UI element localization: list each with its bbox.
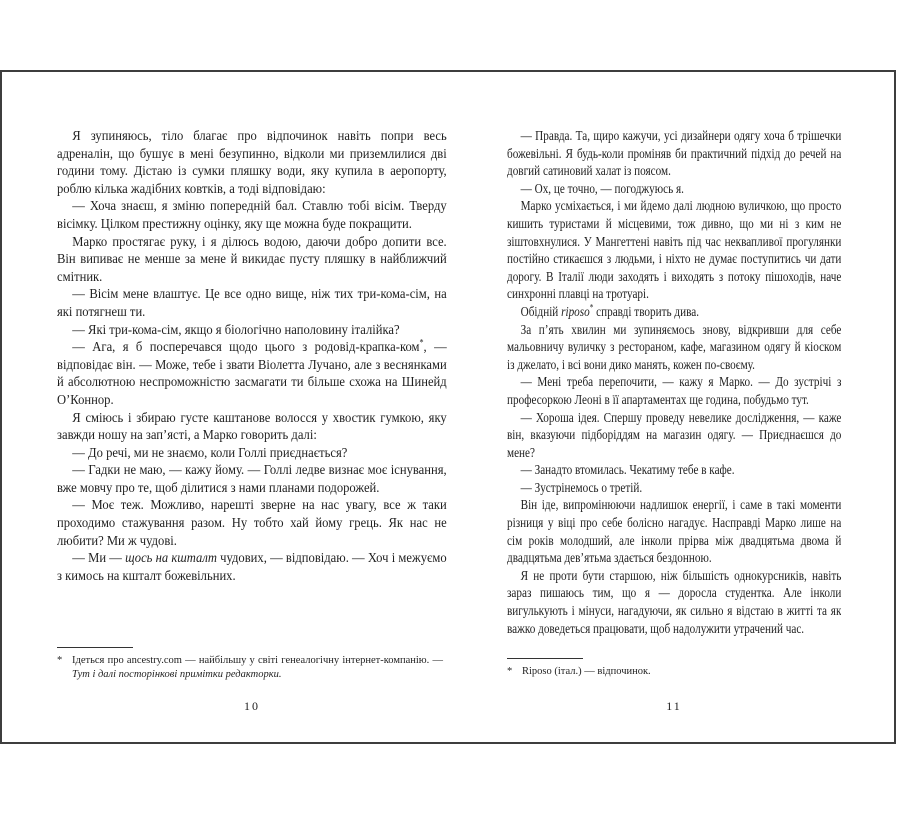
text-run: — Зустрінемось о третій. (520, 480, 643, 496)
text-run: Я зупиняюсь, тіло благає про відпочинок навіть попри весь адреналін, що бушує в мені безупинно, відколи ми приземлилися дві години тому. Дістаю із сумки пляшку води, яку купила в аеропорту, роблю кілька жадібних ковтків, а тоді відповідаю: (57, 129, 447, 197)
paragraph (507, 374, 841, 409)
right-page-text (507, 128, 841, 638)
text-run: — Ага, я б посперечався щодо цього з родовід-крапка-ком (72, 340, 420, 356)
text-run: — Які три-кома-сім, якщо я біологічно наполовину італійка? (72, 322, 400, 338)
paragraph (57, 410, 447, 445)
text-run: Я сміюсь і збираю густе каштанове волосся у хвостик гумкою, яку завжди ношу на зап’ясті, а Марко говорить далі: (57, 410, 447, 444)
paragraph (507, 410, 841, 463)
paragraph (507, 568, 841, 638)
text-run: — До речі, ми не знаємо, коли Голлі приєднається? (72, 445, 348, 461)
italic-text: Тут і далі посторінкові примітки редакторки. (72, 668, 282, 680)
paragraph (507, 497, 841, 567)
text-run: справді творить дива. (593, 304, 699, 320)
right-page (507, 128, 841, 656)
footnote-text (522, 665, 841, 679)
footnote-reference: * (419, 337, 424, 348)
paragraph (57, 462, 447, 497)
text-run: — Мені треба перепочити, — кажу я Марко. — До зустрічі з професоркою Леоні в її апартаментах ще година, побудьмо тут. (507, 375, 841, 408)
italic-text: щось на кшталт (125, 551, 217, 567)
paragraph (57, 322, 447, 340)
paragraph (57, 286, 447, 321)
text-run: Він іде, випромінюючи надлишок енергії, і саме в такі моменти різниця у віці про себе болісно нагадує. Насправді Марко лише на сім років молодший, але інколи прірва між двадцятьма двома й двадцятьма дев’ятьма здається бездонною. (507, 498, 841, 567)
footnote-rule (57, 647, 133, 648)
text-run: чудових, — відповідаю. — Хоч і межуємо з кимось на кшталт божевільних. (57, 551, 447, 584)
footnote-marker: * (57, 655, 63, 666)
left-page-text (57, 128, 447, 585)
text-run: — Ох, це точно, — погоджуюсь я. (520, 181, 684, 197)
text-run: За п’ять хвилин ми зупиняємось знову, відкривши для себе мальовничу вуличку з рестораном, кафе, магазином одягу й кіоском із джелато, і всі вони дико манять, кожен по-своєму. (507, 322, 841, 373)
footnote-rule (507, 658, 583, 659)
paragraph (507, 462, 841, 480)
text-run: — Гадки не маю, — кажу йому. — Голлі ледве визнає моє існування, вже мовчу про те, щоб ділитися з нами планами подорожей. (57, 463, 447, 496)
footnote-reference: * (589, 302, 594, 313)
text-run: — Хоча знаєш, я зміню попередній бал. Ставлю тобі вісім. Тверду вісімку. Цілком престижну оцінку, яку ще можна буде покращити. (57, 199, 447, 232)
paragraph (507, 128, 841, 181)
text-run: — Хороша ідея. Спершу проведу невелике дослідження, — каже він, вказуючи підборіддям на магазин одягу. — Приєднаєшся до мене? (507, 410, 841, 461)
text-run: — Правда. Та, щиро кажучи, усі дизайнери одягу хоча б трішечки божевільні. Я будь-коли проміняв би практичний підхід до речей на довгий сатиновий халат із поясом. (507, 129, 841, 180)
text-run: Я не проти бути старшою, ніж більшість однокурсників, навіть зараз пишаюсь тим, що я — доросла студентка. Але інколи вигулькують і мінуси, нагадуючи, як сильно я відстаю в житті та як важко доведеться працювати, щоб надолужити утрачений час. (507, 568, 841, 637)
paragraph (57, 550, 447, 585)
page-number-left: 10 (244, 699, 260, 713)
text-run: Ідеться про ancestry.com — найбільшу у світі генеалогічну інтернет-компанію. — (72, 655, 443, 666)
paragraph (57, 339, 447, 409)
paragraph (507, 304, 841, 322)
text-run: — Вісім мене влаштує. Це все одно вище, ніж тих три-кома-сім, на які потягнеш ти. (57, 287, 447, 320)
text-run: Riposo (італ.) — відпочинок. (522, 666, 651, 677)
paragraph (57, 198, 447, 233)
page-number-right: 11 (666, 699, 682, 713)
footnote-marker: * (507, 666, 513, 677)
paragraph (57, 128, 447, 198)
paragraph (57, 445, 447, 463)
italic-text: riposo (561, 304, 590, 320)
paragraph (57, 497, 447, 550)
text-run: Марко простягає руку, і я ділюсь водою, даючи добро допити все. Він випиває не менше за мене й викидає пусту пляшку в найближчий смітник. (57, 234, 447, 285)
paragraph (507, 480, 841, 498)
paragraph (507, 181, 841, 199)
text-run: — Занадто втомилась. Чекатиму тебе в кафе. (520, 463, 735, 479)
text-run: — Моє теж. Можливо, нарешті зверне на нас увагу, все ж таки проходимо стажування разом. Ну тобто хай йому грець. Як нас не любити? Ми ж чудові. (57, 498, 447, 549)
text-run: — Ми — (72, 551, 126, 567)
left-footnote (57, 647, 443, 681)
paragraph (507, 322, 841, 375)
text-run: Обідній (520, 304, 562, 320)
paragraph (507, 198, 841, 304)
paragraph (57, 234, 447, 287)
left-page (57, 128, 447, 648)
right-footnote (507, 658, 841, 679)
footnote-text (72, 654, 443, 681)
book-spread (0, 70, 896, 744)
text-run: Марко усміхається, і ми йдемо далі людною вуличкою, що просто кишить туристами й місцевими, тож дивно, що ми ні з ким не зіштовхнулися. У Мангеттені навіть під час неквапливої прогулянки постійно стикаєшся з людьми, і ніхто не думає поступитись чи дати дорогу. В Італії люди заходять і виходять з потоку пішоходів, наче синхронні плавці на тротуарі. (507, 199, 841, 303)
text-run: , — відповідає він. — Може, тебе і звати Віолетта Лучано, але з веснянками й абсолютною неспроможністю засмагати ти більше схожа на Шинейд О’Коннор. (57, 340, 447, 408)
